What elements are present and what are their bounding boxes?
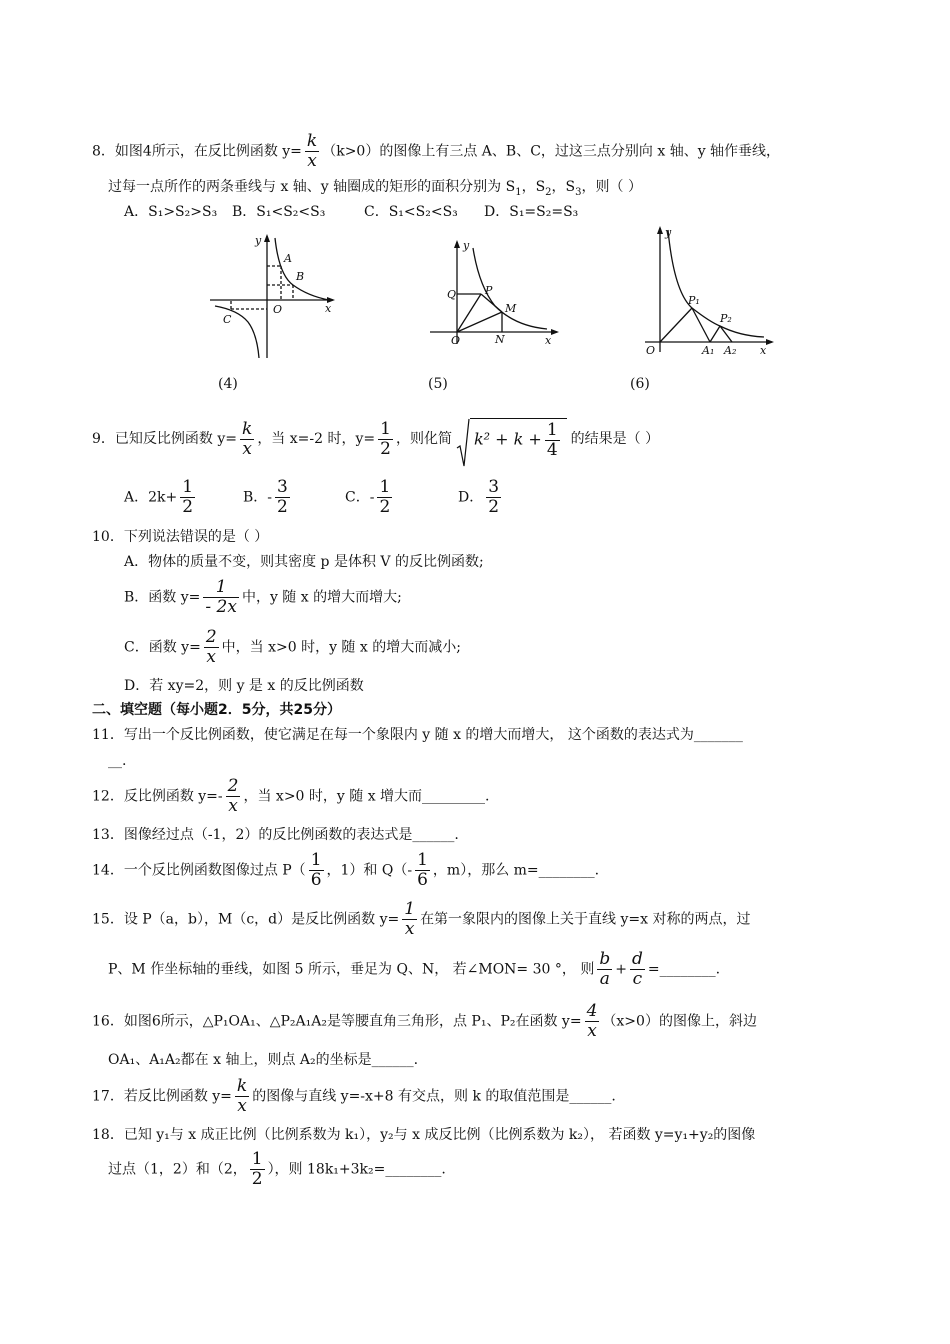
q8-option-c: C．S₁<S₂<S₃: [364, 204, 458, 220]
q10-title: 10．下列说法错误的是（ ）: [92, 529, 269, 545]
q9-sqrt: k² + k + $\frac{1}{4}$: [456, 418, 567, 460]
q9-frac-k-x: $\frac{k}{x}$: [242, 418, 253, 459]
q17-line: 17．若反比例函数 y= $\frac{k}{x}$ 的图像与直线 y=-x+8 有交点，则 k 的取值范围是______.: [92, 1076, 616, 1116]
fig6-x-label: x: [760, 344, 767, 357]
q8-suffix: （k>0）的图像上有三点 A、B、C，过这三点分别向 x 轴、y 轴作垂线，: [322, 143, 781, 160]
q15-line1: 15．设 P（a，b），M（c，d）是反比例函数 y= $\frac{1}{x}$ 在第一象限内的图像上关于直线 y=x 对称的两点，过: [92, 899, 751, 939]
q13-line: 13．图像经过点（-1，2）的反比例函数的表达式是______.: [92, 827, 459, 843]
figure-4: [205, 230, 345, 365]
q9-option-d: D． $\frac{3}{2}$: [458, 477, 500, 517]
q18-line2: 过点（1，2）和（2， $\frac{1}{2}$ ），则 18k₁+3k₂=________.: [108, 1149, 446, 1189]
q8-prefix: 8．如图4所示，在反比例函数 y=: [92, 143, 302, 160]
fig6-label-a2: A₂: [724, 344, 737, 357]
q10-option-c: C．函数 y= $\frac{2}{x}$ 中，当 x>0 时，y 随 x 的增大而减小;: [124, 627, 461, 667]
q16-line2: OA₁、A₁A₂都在 x 轴上，则点 A₂的坐标是______.: [108, 1052, 419, 1068]
q14-line: 14．一个反比例函数图像过点 P（ $\frac{1}{6}$ ，1）和 Q（- $\frac{1}{6}$ ，m），那么 m=________.: [92, 850, 600, 890]
figure-5-caption: (5): [428, 376, 448, 392]
q15-line2: P、M 作坐标轴的垂线，如图 5 所示，垂足为 Q、N， 若∠MON= 30 °， 则 $\frac{b}{a}$ + $\frac{d}{c}$ =________.: [108, 949, 721, 989]
q8-line2: 过每一点所作的两条垂线与 x 轴、y 轴圈成的矩形的面积分别为 $S_1$，$S_2$，$S_3$，则（ ）: [108, 179, 642, 198]
q12-line: 12．反比例函数 y=- $\frac{2}{x}$ ，当 x>0 时，y 随 x 增大而_________.: [92, 776, 490, 816]
figure-6: [640, 222, 780, 357]
q8-line1: [92, 132, 780, 171]
fig6-label-p2: P₂: [720, 312, 732, 325]
q10-option-d: D．若 xy=2，则 y 是 x 的反比例函数: [124, 678, 364, 694]
q18-line1: 18．已知 y₁与 x 成正比例（比例系数为 k₁），y₂与 x 成反比例（比例系数为 k₂）， 若函数 y=y₁+y₂的图像: [92, 1127, 756, 1143]
q8-option-a: A．S₁>S₂>S₃: [124, 204, 218, 220]
fig5-label-p: P: [485, 284, 493, 297]
fig4-label-a: A: [284, 252, 292, 265]
q10-option-b: B．函数 y= $\frac{1}{- 2x}$ 中，y 随 x 的增大而增大;: [124, 577, 402, 617]
q9-option-a: A．2k+ $\frac{1}{2}$: [124, 477, 194, 517]
figure-5: [425, 236, 565, 348]
fig5-x-label: x: [545, 334, 552, 347]
fig5-y-label: y: [463, 239, 470, 252]
fig6-y-label: y: [665, 226, 672, 239]
q9-option-b: B．- $\frac{3}{2}$: [243, 477, 288, 517]
q16-line1: 16．如图6所示，△P₁OA₁、△P₂A₁A₂是等腰直角三角形，点 P₁、P₂在函数 y= $\frac{4}{x}$ （x>0）的图像上，斜边: [92, 1001, 757, 1041]
fig4-label-b: B: [296, 270, 305, 283]
q10-option-a: A．物体的质量不变，则其密度 p 是体积 V 的反比例函数;: [124, 554, 484, 570]
q8-fraction: $\frac{k}{x}$: [306, 131, 318, 171]
fig4-y-label: y: [255, 234, 262, 247]
fig6-origin: O: [646, 344, 656, 357]
figure-6-caption: (6): [630, 376, 650, 392]
q8-option-d: D．S₁=S₂=S₃: [484, 204, 579, 220]
figure-4-caption: (4): [218, 376, 238, 392]
q9-frac-half: $\frac{1}{2}$: [380, 418, 391, 459]
q11-line2: __.: [108, 753, 127, 769]
q9-option-c: C．- $\frac{1}{2}$: [345, 477, 391, 517]
fig4-label-c: C: [223, 313, 232, 326]
fig6-label-p1: P₁: [688, 294, 700, 307]
fig5-origin: O: [451, 334, 461, 347]
fig5-label-q: Q: [447, 288, 457, 301]
q9-line: 9．已知反比例函数 y= $\frac{k}{x}$ ，当 x=-2 时，y= $\frac{1}{2}$ ，则化简 k² + k + $\frac{1}{4}$ 的结果是（ ）: [92, 418, 659, 460]
fig4-origin: O: [273, 303, 283, 316]
section-2-heading: 二、填空题（每小题2．5分，共25分）: [92, 702, 341, 718]
fig5-label-n: N: [495, 333, 505, 346]
q8-option-b: B．S₁<S₂<S₃: [232, 204, 326, 220]
q11-line1: 11．写出一个反比例函数，使它满足在每一个象限内 y 随 x 的增大而增大， 这个函数的表达式为_______: [92, 727, 743, 743]
fig4-x-label: x: [325, 302, 332, 315]
fig6-label-a1: A₁: [702, 344, 715, 357]
fig5-label-m: M: [505, 302, 517, 315]
